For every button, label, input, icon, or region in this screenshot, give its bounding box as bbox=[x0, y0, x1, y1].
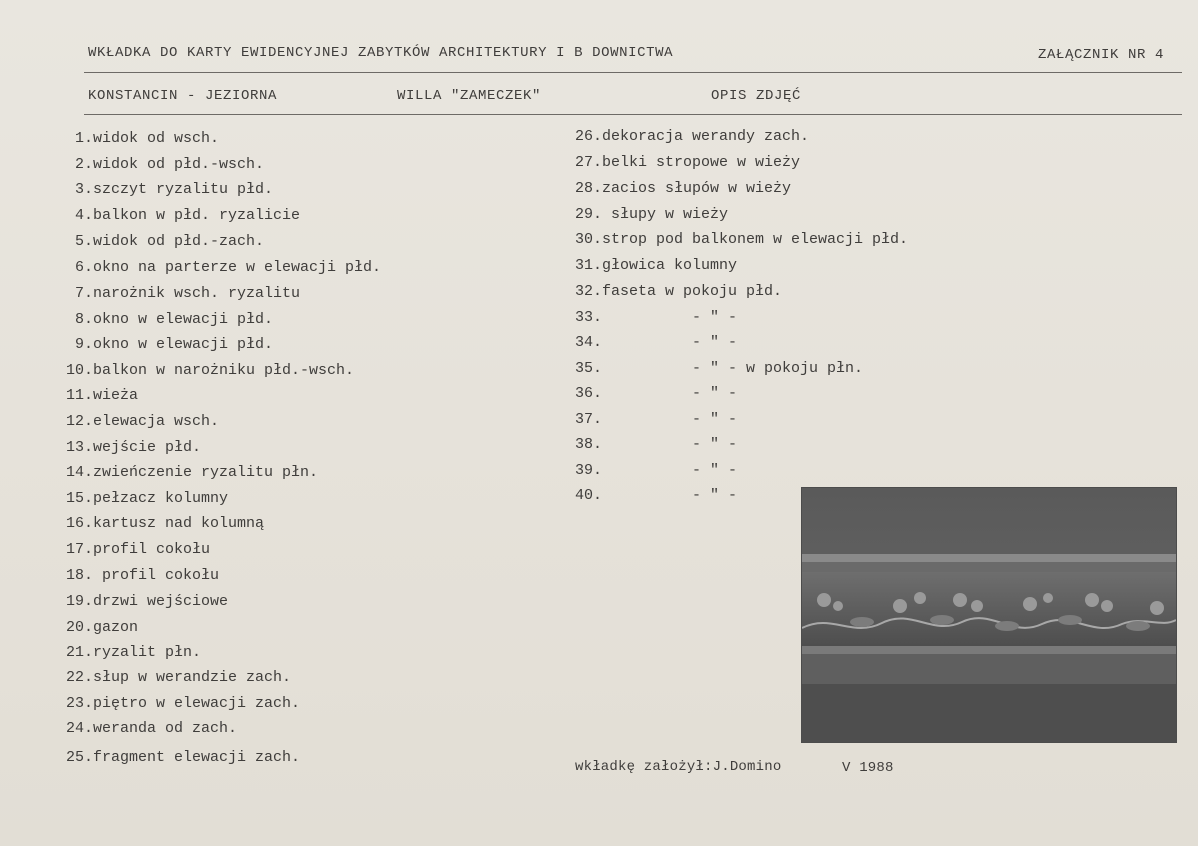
list-item: 25.fragment elewacji zach. bbox=[66, 749, 301, 766]
list-item: 2.widok od płd.-wsch. bbox=[75, 156, 265, 173]
list-item: 31.głowica kolumny bbox=[575, 257, 738, 274]
header-rule-bottom bbox=[84, 114, 1182, 115]
list-item: 10.balkon w narożniku płd.-wsch. bbox=[66, 362, 355, 379]
list-item: 5.widok od płd.-zach. bbox=[75, 233, 265, 250]
compile-date: V 1988 bbox=[842, 760, 894, 776]
list-item: 22.słup w werandzie zach. bbox=[66, 669, 292, 686]
list-item: 19.drzwi wejściowe bbox=[66, 593, 229, 610]
list-item: 3.szczyt ryzalitu płd. bbox=[75, 181, 274, 198]
annex-number: ZAŁĄCZNIK NR 4 bbox=[1038, 47, 1165, 63]
list-item: 37. - " - bbox=[575, 411, 738, 428]
list-item: 32.faseta w pokoju płd. bbox=[575, 283, 783, 300]
object-name: WILLA "ZAMECZEK" bbox=[397, 88, 542, 104]
list-item: 35. - " - w pokoju płn. bbox=[575, 360, 864, 377]
list-item: 8.okno w elewacji płd. bbox=[75, 311, 274, 328]
list-item: 39. - " - bbox=[575, 462, 738, 479]
card-title: WKŁADKA DO KARTY EWIDENCYJNEJ ZABYTKÓW ARCHITEKTURY I B DOWNICTWA bbox=[88, 45, 674, 61]
header-rule-top bbox=[84, 72, 1182, 73]
list-item: 33. - " - bbox=[575, 309, 738, 326]
list-item: 26.dekoracja werandy zach. bbox=[575, 128, 810, 145]
section-title: OPIS ZDJĘĆ bbox=[711, 88, 802, 104]
list-item: 1.widok od wsch. bbox=[75, 130, 220, 147]
list-item: 27.belki stropowe w wieży bbox=[575, 154, 801, 171]
attached-photo bbox=[802, 488, 1176, 742]
list-item: 29. słupy w wieży bbox=[575, 206, 729, 223]
list-item: 9.okno w elewacji płd. bbox=[75, 336, 274, 353]
list-item: 13.wejście płd. bbox=[66, 439, 202, 456]
list-item: 4.balkon w płd. ryzalicie bbox=[75, 207, 301, 224]
list-item: 7.narożnik wsch. ryzalitu bbox=[75, 285, 301, 302]
list-item: 6.okno na parterze w elewacji płd. bbox=[75, 259, 382, 276]
list-item: 18. profil cokołu bbox=[66, 567, 220, 584]
list-item: 28.zacios słupów w wieży bbox=[575, 180, 792, 197]
list-item: 40. - " - bbox=[575, 487, 738, 504]
list-item: 23.piętro w elewacji zach. bbox=[66, 695, 301, 712]
list-item: 36. - " - bbox=[575, 385, 738, 402]
list-item: 21.ryzalit płn. bbox=[66, 644, 202, 661]
list-item: 34. - " - bbox=[575, 334, 738, 351]
list-item: 17.profil cokołu bbox=[66, 541, 211, 558]
list-item: 24.weranda od zach. bbox=[66, 720, 238, 737]
compiler-signature: wkładkę założył:J.Domino bbox=[575, 759, 782, 775]
list-item: 16.kartusz nad kolumną bbox=[66, 515, 265, 532]
location-label: KONSTANCIN - JEZIORNA bbox=[88, 88, 278, 104]
list-item: 15.pełzacz kolumny bbox=[66, 490, 229, 507]
list-item: 30.strop pod balkonem w elewacji płd. bbox=[575, 231, 909, 248]
list-item: 20.gazon bbox=[66, 619, 139, 636]
list-item: 14.zwieńczenie ryzalitu płn. bbox=[66, 464, 319, 481]
list-item: 38. - " - bbox=[575, 436, 738, 453]
list-item: 12.elewacja wsch. bbox=[66, 413, 220, 430]
frieze-photo-image bbox=[802, 488, 1176, 742]
list-item: 11.wieża bbox=[66, 387, 139, 404]
